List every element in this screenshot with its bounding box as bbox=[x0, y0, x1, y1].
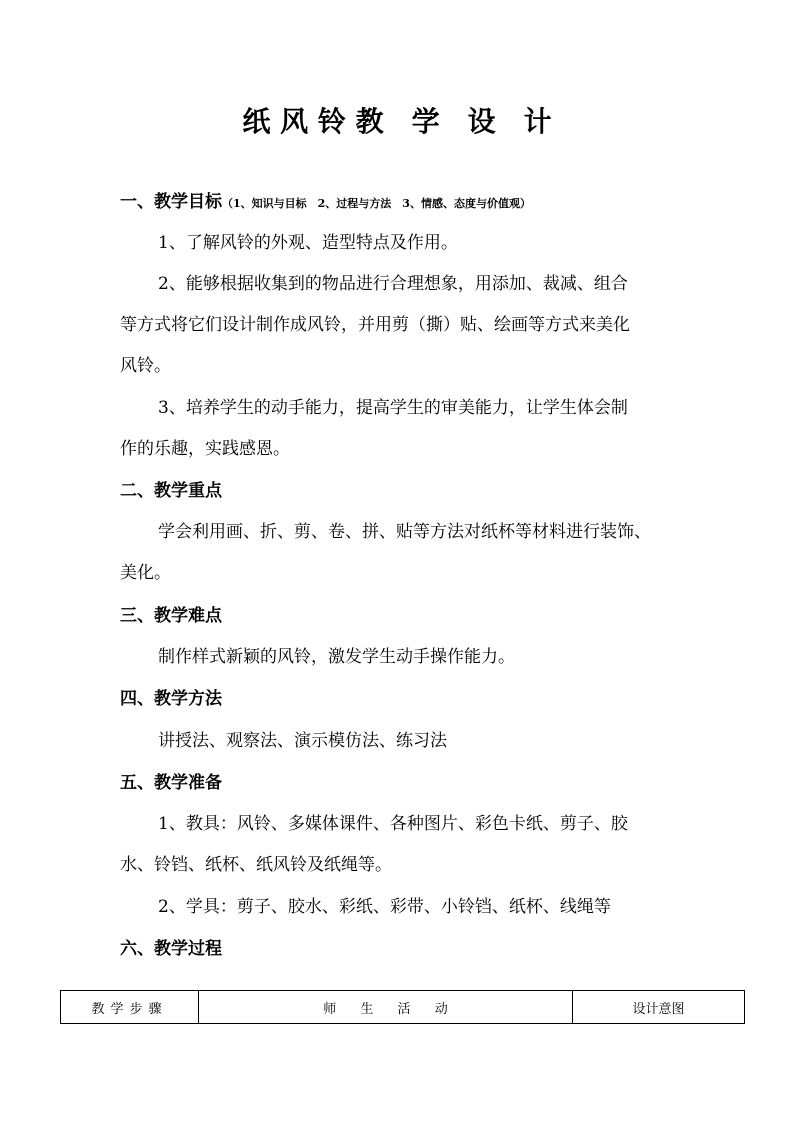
table-header-intent: 设计意图 bbox=[632, 1001, 685, 1017]
section-4-heading: 四、教学方法 bbox=[120, 689, 222, 709]
section-1-item-2: 2、能够根据收集到的物品进行合理想象，用添加、裁减、组合 bbox=[158, 274, 628, 294]
section-2-item-1-cont: 美化。 bbox=[120, 563, 171, 583]
section-1-item-3-cont: 作的乐趣，实践感恩。 bbox=[120, 439, 290, 459]
section-1-note: （1、知识与目标 2、过程与方法 3、情感、态度与价值观） bbox=[222, 197, 531, 210]
section-1-item-3: 3、培养学生的动手能力，提高学生的审美能力，让学生体会制 bbox=[158, 398, 628, 418]
section-1-heading bbox=[120, 190, 531, 216]
table-header-step: 教学步骤 bbox=[61, 991, 199, 1023]
section-3-item-1: 制作样式新颖的风铃，激发学生动手操作能力。 bbox=[158, 647, 515, 667]
document-title: 纸 风 铃 教 学 设 计 bbox=[242, 105, 552, 138]
section-1-item-2-cont: 等方式将它们设计制作成风铃，并用剪（撕）贴、绘画等方式来美化 bbox=[120, 315, 630, 335]
table-header-activity: 师 生 活 动 bbox=[199, 991, 573, 1023]
section-1-item-1: 1、了解风铃的外观、造型特点及作用。 bbox=[158, 233, 458, 253]
section-6-heading: 六、教学过程 bbox=[120, 939, 222, 959]
section-1-item-2-end: 风铃。 bbox=[120, 356, 171, 376]
process-table-header bbox=[60, 990, 745, 1024]
section-5-item-1: 1、教具：风铃、多媒体课件、各种图片、彩色卡纸、剪子、胶 bbox=[158, 814, 628, 834]
section-4-item-1: 讲授法、观察法、演示模仿法、练习法 bbox=[158, 731, 447, 751]
section-3-heading: 三、教学难点 bbox=[120, 606, 222, 626]
section-5-item-2: 2、学具：剪子、胶水、彩纸、彩带、小铃铛、纸杯、线绳等 bbox=[158, 897, 611, 917]
section-5-item-1-cont: 水、铃铛、纸杯、纸风铃及纸绳等。 bbox=[120, 855, 392, 875]
section-5-heading: 五、教学准备 bbox=[120, 773, 222, 793]
section-2-item-1: 学会利用画、折、剪、卷、拼、贴等方法对纸杯等材料进行装饰、 bbox=[158, 522, 651, 542]
section-2-heading: 二、教学重点 bbox=[120, 481, 222, 501]
section-1-title: 一、教学目标 bbox=[120, 192, 222, 212]
